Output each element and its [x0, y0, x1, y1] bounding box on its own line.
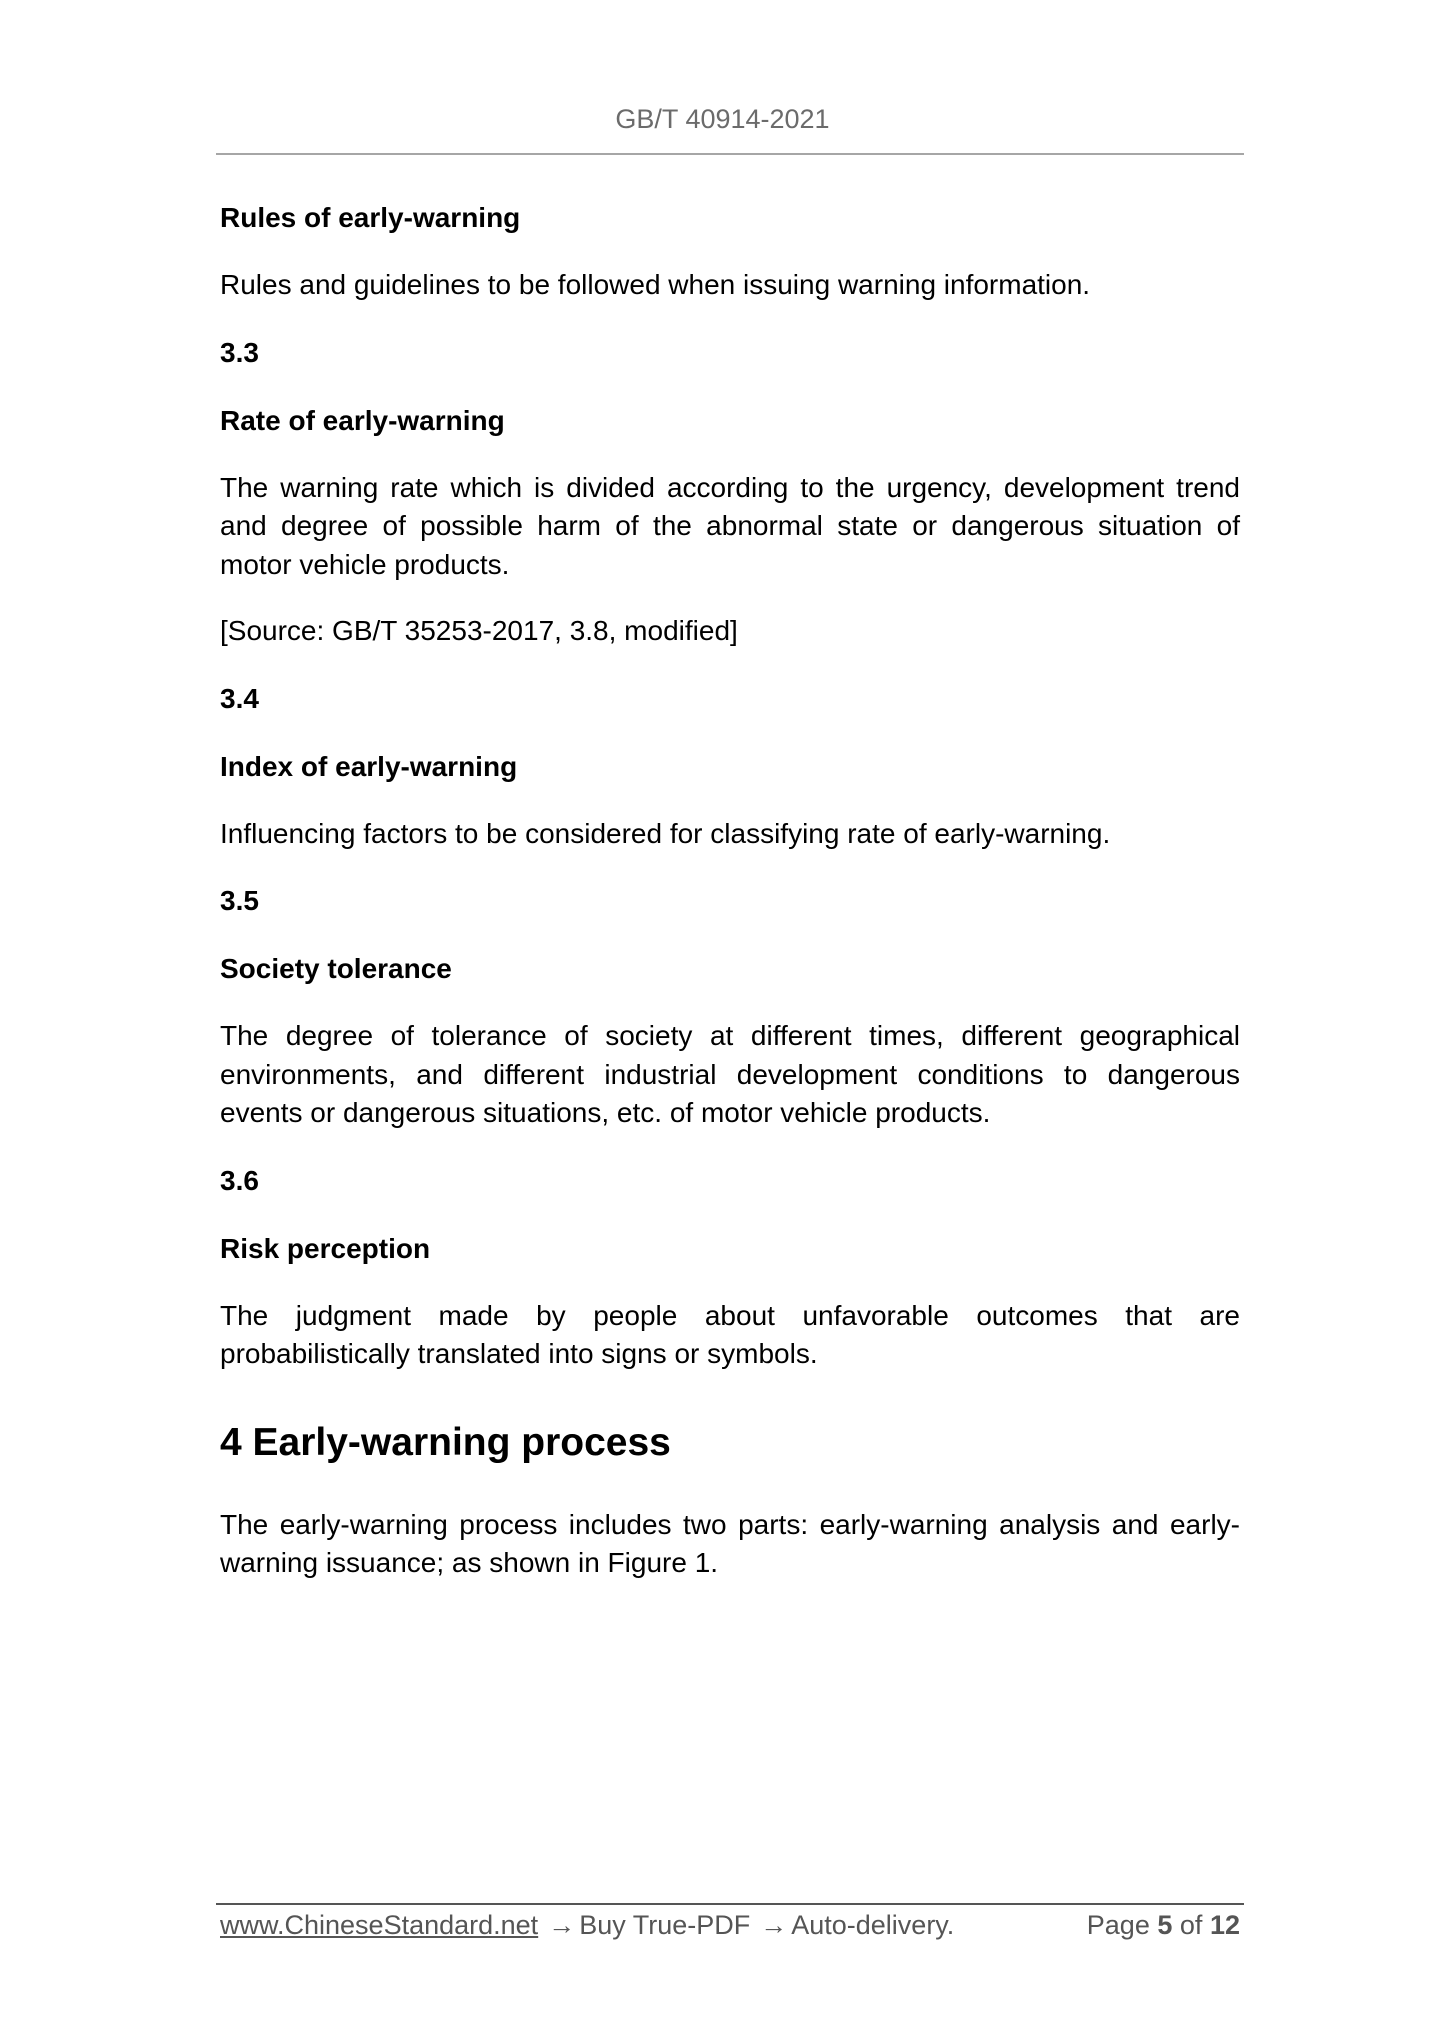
- term-3-2-title: Rules of early-warning: [220, 202, 521, 233]
- page-indicator: [1087, 1907, 1240, 1943]
- auto-delivery-text: Auto-delivery.: [791, 1910, 955, 1940]
- term-3-4-title: Index of early-warning: [220, 750, 518, 782]
- clause-3-3-number: 3.3: [220, 336, 259, 368]
- total-page-count: 12: [1209, 1910, 1240, 1940]
- current-page-number: 5: [1157, 1910, 1173, 1940]
- section-4-paragraph: The early-warning process includes two parts: early-warning analysis and early-warning issuance; as shown in Figure 1.: [220, 1508, 1240, 1578]
- term-3-3-title: Rate of early-warning: [220, 404, 505, 436]
- standard-code-header: GB/T 40914-2021: [615, 104, 830, 134]
- clause-3-5-number: 3.5: [220, 885, 259, 916]
- header-divider: [216, 153, 1244, 155]
- term-3-2-definition: Rules and guidelines to be followed when issuing warning information.: [220, 269, 1091, 300]
- arrow-right-icon: →: [548, 1910, 576, 1940]
- page-content: [220, 198, 1240, 1611]
- clause-3-6-number: 3.6: [220, 1164, 259, 1196]
- chinesestandard-link[interactable]: www.ChineseStandard.net: [220, 1910, 539, 1940]
- of-label: of: [1179, 1910, 1203, 1940]
- page-label: Page: [1086, 1910, 1150, 1940]
- arrow-right-icon: →: [760, 1910, 788, 1940]
- page-footer: [220, 1907, 1240, 1943]
- clause-3-4-number: 3.4: [220, 682, 259, 714]
- section-4-heading: 4 Early-warning process: [220, 1420, 671, 1464]
- buy-true-pdf-text: Buy True-PDF: [579, 1910, 751, 1940]
- footer-promo: [220, 1907, 954, 1943]
- term-3-3-source: [Source: GB/T 35253-2017, 3.8, modified]: [220, 615, 738, 646]
- term-3-5-title: Society tolerance: [220, 953, 452, 984]
- term-3-6-definition: The judgment made by people about unfavorable outcomes that are probabilistically translated into signs or symbols.: [220, 1299, 1240, 1369]
- term-3-3-definition: The warning rate which is divided according to the urgency, development trend and degree of possible harm of the abnormal state or dangerous situation of motor vehicle products.: [220, 471, 1240, 580]
- term-3-6-title: Risk perception: [220, 1232, 431, 1264]
- term-3-4-definition: Influencing factors to be considered for classifying rate of early-warning.: [220, 817, 1111, 849]
- footer-divider: [216, 1903, 1244, 1905]
- term-3-5-definition: The degree of tolerance of society at different times, different geographical environments, and different industrial development conditions to dangerous events or dangerous situations, etc. of motor vehicle products.: [220, 1020, 1240, 1128]
